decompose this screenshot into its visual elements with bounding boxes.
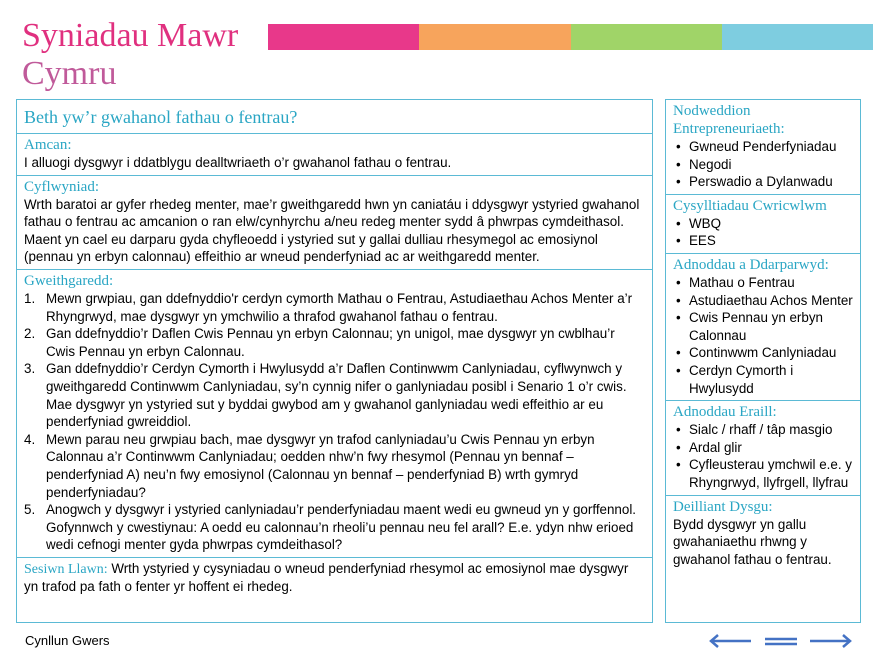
activity-item — [24, 431, 645, 501]
other-resources-section — [666, 401, 860, 495]
list-item-text: WBQ — [689, 215, 721, 231]
list-item — [673, 344, 853, 362]
list-item — [673, 138, 853, 156]
lesson-title-section — [17, 100, 652, 134]
bullet-icon: • — [676, 156, 681, 172]
list-item — [673, 362, 853, 397]
curriculum-list — [673, 215, 853, 250]
entrepreneurial-section — [666, 100, 860, 195]
activity-list — [24, 290, 645, 554]
bullet-icon: • — [676, 310, 681, 326]
bullet-icon: • — [676, 362, 681, 378]
arrow-left-icon[interactable] — [709, 634, 753, 648]
outcome-heading: Deilliant Dysgu: — [673, 498, 773, 515]
lesson-title: Beth yw’r gwahanol fathau o fentrau? — [24, 107, 298, 127]
list-item-text: Sialc / rhaff / tâp masgio — [689, 422, 833, 438]
activity-item — [24, 290, 645, 325]
list-item-text: Cerdyn Cymorth i Hwylusydd — [689, 362, 794, 396]
color-bar-blue — [722, 24, 873, 50]
activity-item-number: 3. — [24, 361, 36, 377]
list-item — [673, 274, 853, 292]
resources-heading: Adnoddau a Ddarparwyd: — [673, 256, 829, 273]
activity-item — [24, 501, 645, 554]
list-item-text: Mathau o Fentrau — [689, 274, 795, 290]
intro-section — [17, 176, 652, 270]
footer-label: Cynllun Gwers — [25, 633, 110, 648]
plenary-paragraph — [24, 560, 645, 596]
activity-item — [24, 360, 645, 430]
bullet-icon: • — [676, 215, 681, 231]
list-item — [673, 421, 853, 439]
plenary-section — [17, 558, 652, 599]
list-item-text: Negodi — [689, 156, 732, 172]
arrow-right-icon[interactable] — [808, 634, 852, 648]
outcome-section — [666, 496, 860, 572]
activity-item-text: Gan ddefnyddio’r Cerdyn Cymorth i Hwylusydd a’r Daflen Continwwm Canlyniadau, cyflwynwch y gweithgaredd Continwwm Canlyniadau, sy’n cynnig nifer o ganlyniadau posibl i Senario 1 o’r cwis. Mae dysgwyr yn ystyried sut y byddai gwybod am y gwahanol ganlyniadau wedi effeithio ar eu penderfyniad gwreiddiol. — [46, 361, 627, 430]
resources-list — [673, 274, 853, 397]
color-bar — [268, 24, 873, 50]
bullet-icon: • — [676, 439, 681, 455]
list-item — [673, 292, 853, 310]
curriculum-section — [666, 195, 860, 254]
list-item-text: EES — [689, 233, 716, 249]
activity-section — [17, 270, 652, 558]
activity-item-number: 5. — [24, 502, 36, 518]
list-item-text: Continwwm Canlyniadau — [689, 345, 837, 361]
activity-item — [24, 325, 645, 360]
outcome-text: Bydd dysgwyr yn gallu gwahaniaethu rhwng y gwahanol fathau o fentrau. — [673, 516, 832, 567]
resources-section — [666, 254, 860, 401]
activity-item-text: Gan ddefnyddio’r Daflen Cwis Pennau yn erbyn Calonnau; yn unigol, mae dysgwyr yn cwblhau’r Cwis Pennau yn erbyn Calonnau. — [46, 326, 615, 359]
brand-subtitle: Cymru — [22, 55, 117, 92]
list-item-text: Gwneud Penderfyniadau — [689, 139, 837, 154]
plenary-heading: Sesiwn Llawn: — [24, 561, 108, 577]
intro-text: Wrth baratoi ar gyfer rhedeg menter, mae’r gweithgaredd hwn yn caniatáu i ddysgwyr ystyried gwahanol fathau o fentrau ac amcanion o ran elw/cynhyrchu a/neu redeg menter sydd â phwrpas cymdeithasol. Maent yn cael eu darparu gyda chyfleoedd i ystyried sut y gallai dulliau rhesymegol ac emosiynol (pennau yn erbyn calonnau) effeithio ar wneud penderfyniad ac ar weithgaredd menter. — [24, 196, 640, 265]
list-item — [673, 439, 853, 457]
lesson-plan-main — [16, 99, 653, 623]
color-bar-green — [571, 24, 722, 50]
activity-item-number: 2. — [24, 326, 36, 342]
color-bar-orange — [419, 24, 570, 50]
bullet-icon: • — [676, 457, 681, 473]
list-item-text: Cwis Pennau yn erbyn Calonnau — [689, 310, 823, 343]
activity-item-number: 1. — [24, 290, 36, 306]
bullet-icon: • — [676, 345, 681, 361]
curriculum-heading: Cysylltiadau Cwricwlwm — [673, 197, 827, 214]
list-item — [673, 173, 853, 191]
aim-text: I alluogi dysgwyr i ddatblygu dealltwriaeth o’r gwahanol fathau o fentrau. — [24, 155, 452, 170]
brand-title: Syniadau Mawr — [22, 17, 239, 54]
activity-heading: Gweithgaredd: — [24, 272, 114, 289]
list-item-text: Astudiaethau Achos Menter — [689, 292, 853, 308]
list-item-text: Cyfleusterau ymchwil e.e. y Rhyngrwyd, llyfrgell, llyfrau — [689, 457, 852, 490]
bullet-icon: • — [676, 233, 681, 249]
bullet-icon: • — [676, 422, 681, 438]
entrepreneurial-heading: Nodweddion Entrepreneuriaeth: — [673, 103, 785, 137]
list-item — [673, 309, 853, 344]
list-item-text: Perswadio a Dylanwadu — [689, 174, 833, 190]
bullet-icon: • — [676, 274, 681, 290]
lesson-plan-sidebar — [665, 99, 861, 623]
bullet-icon: • — [676, 174, 681, 190]
list-item — [673, 456, 853, 491]
list-item — [673, 215, 853, 233]
bullet-icon: • — [676, 139, 681, 154]
list-item — [673, 156, 853, 174]
other-resources-heading: Adnoddau Eraill: — [673, 404, 777, 421]
activity-item-text: Mewn grwpiau, gan ddefnyddio'r cerdyn cymorth Mathau o Fentrau, Astudiaethau Achos Menter a’r Rhyngrwyd, mae dysgwyr yn ymchwilio a thrafod gwahanol fathau o fentrau. — [46, 290, 633, 324]
activity-item-text: Mewn parau neu grwpiau bach, mae dysgwyr yn trafod canlyniadau’u Cwis Pennau yn erbyn Calonnau a’r Continwwm Canlyniadau; oedden nhw’n fwy rhesymol (Pennau yn bennaf – penderfyniad A) neu’n fwy emosiynol (Calonnau yn bennaf – penderfyniad B) wrth gymryd penderfyniadau? — [46, 431, 595, 500]
list-item-text: Ardal glir — [689, 439, 742, 455]
entrepreneurial-list — [673, 138, 853, 191]
intro-heading: Cyflwyniad: — [24, 178, 99, 195]
aim-section — [17, 134, 652, 176]
aim-heading: Amcan: — [24, 137, 72, 153]
activity-item-number: 4. — [24, 431, 36, 447]
other-resources-list — [673, 421, 853, 491]
list-item — [673, 232, 853, 250]
bullet-icon: • — [676, 292, 681, 308]
color-bar-pink — [268, 24, 419, 50]
activity-item-text: Anogwch y dysgwyr i ystyried canlyniadau’r penderfyniadau maent wedi eu gwneud yn y gorffennol. Gofynnwch y cwestiynau: A oedd eu calonnau’n rheoli’u pennau neu fel arall? E.e. ydyn nhw erioed wedi cefnogi menter gyda phwrpas cymdeithasol? — [46, 502, 637, 553]
plenary-text: Wrth ystyried y cysyniadau o wneud penderfyniad rhesymol ac emosiynol mae dysgwyr yn trafod pa fath o fenter yr hoffent ei rhedeg. — [24, 560, 629, 595]
home-lines-icon[interactable] — [764, 634, 798, 648]
